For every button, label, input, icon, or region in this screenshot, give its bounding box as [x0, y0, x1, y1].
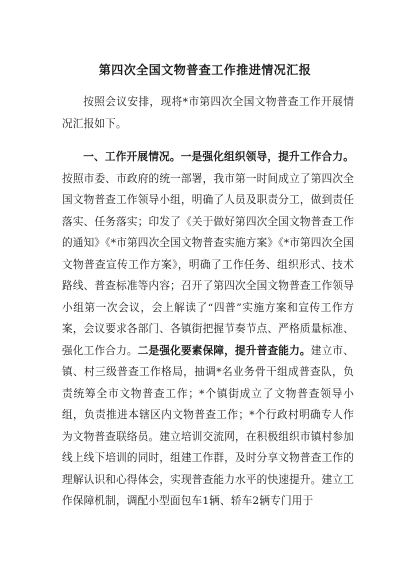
section1-subheading1: 一是强化组织领导，提升工作合力。 — [180, 151, 354, 163]
document-title: 第四次全国文物普查工作推进情况汇报 — [98, 63, 312, 77]
section1-text1: 按照市委、市政府的统一部署，我市第一时间成立了第四次全国文物普查工作领导小组，明确了人员及职责分工，做到责任落实、任务落实；印发了《关于做好第四次全国文物普查工作的通知》《*市第四次全国文物普查实施方案》《*市第四次全国文物普查宣传工作方案》，明确了工作任务、组织形式、技术路线、普查标准等内容；召开了第四次全国文物普查工作领导小组第一次会议，会上解读了“四普”实施方案和宣传工作方案，会议要求各部门、各镇街把握节奏节点、严格质量标准、强化工作合力。 — [62, 172, 354, 357]
section1-subheading2: 二是强化要素保障，提升普查能力。 — [137, 344, 311, 357]
section1-paragraph — [62, 147, 354, 513]
document-body — [62, 92, 354, 513]
section1-heading: 一、工作开展情况。 — [83, 151, 181, 163]
section1-text2: 建立市、镇、村三级普查工作格局，抽调*名业务骨干组成普查队，负责统筹全市文物普查工作；*个镇街成立了文物普查领导小组，负责推进本辖区内文物普查工作；*个行政村明确专人作为文物普查联络员。建立培训交流网，在积极组织市镇村参加线上线下培训的同时，组建工作群，及时分享文物普查工作的理解认识和心得体会，实现普查能力水平的快速提升。建立工作保障机制，调配小型面包车1辆、轿车2辆专门用于 — [62, 344, 354, 507]
intro-paragraph: 按照会议安排，现将*市第四次全国文物普查工作开展情况汇报如下。 — [62, 96, 354, 130]
